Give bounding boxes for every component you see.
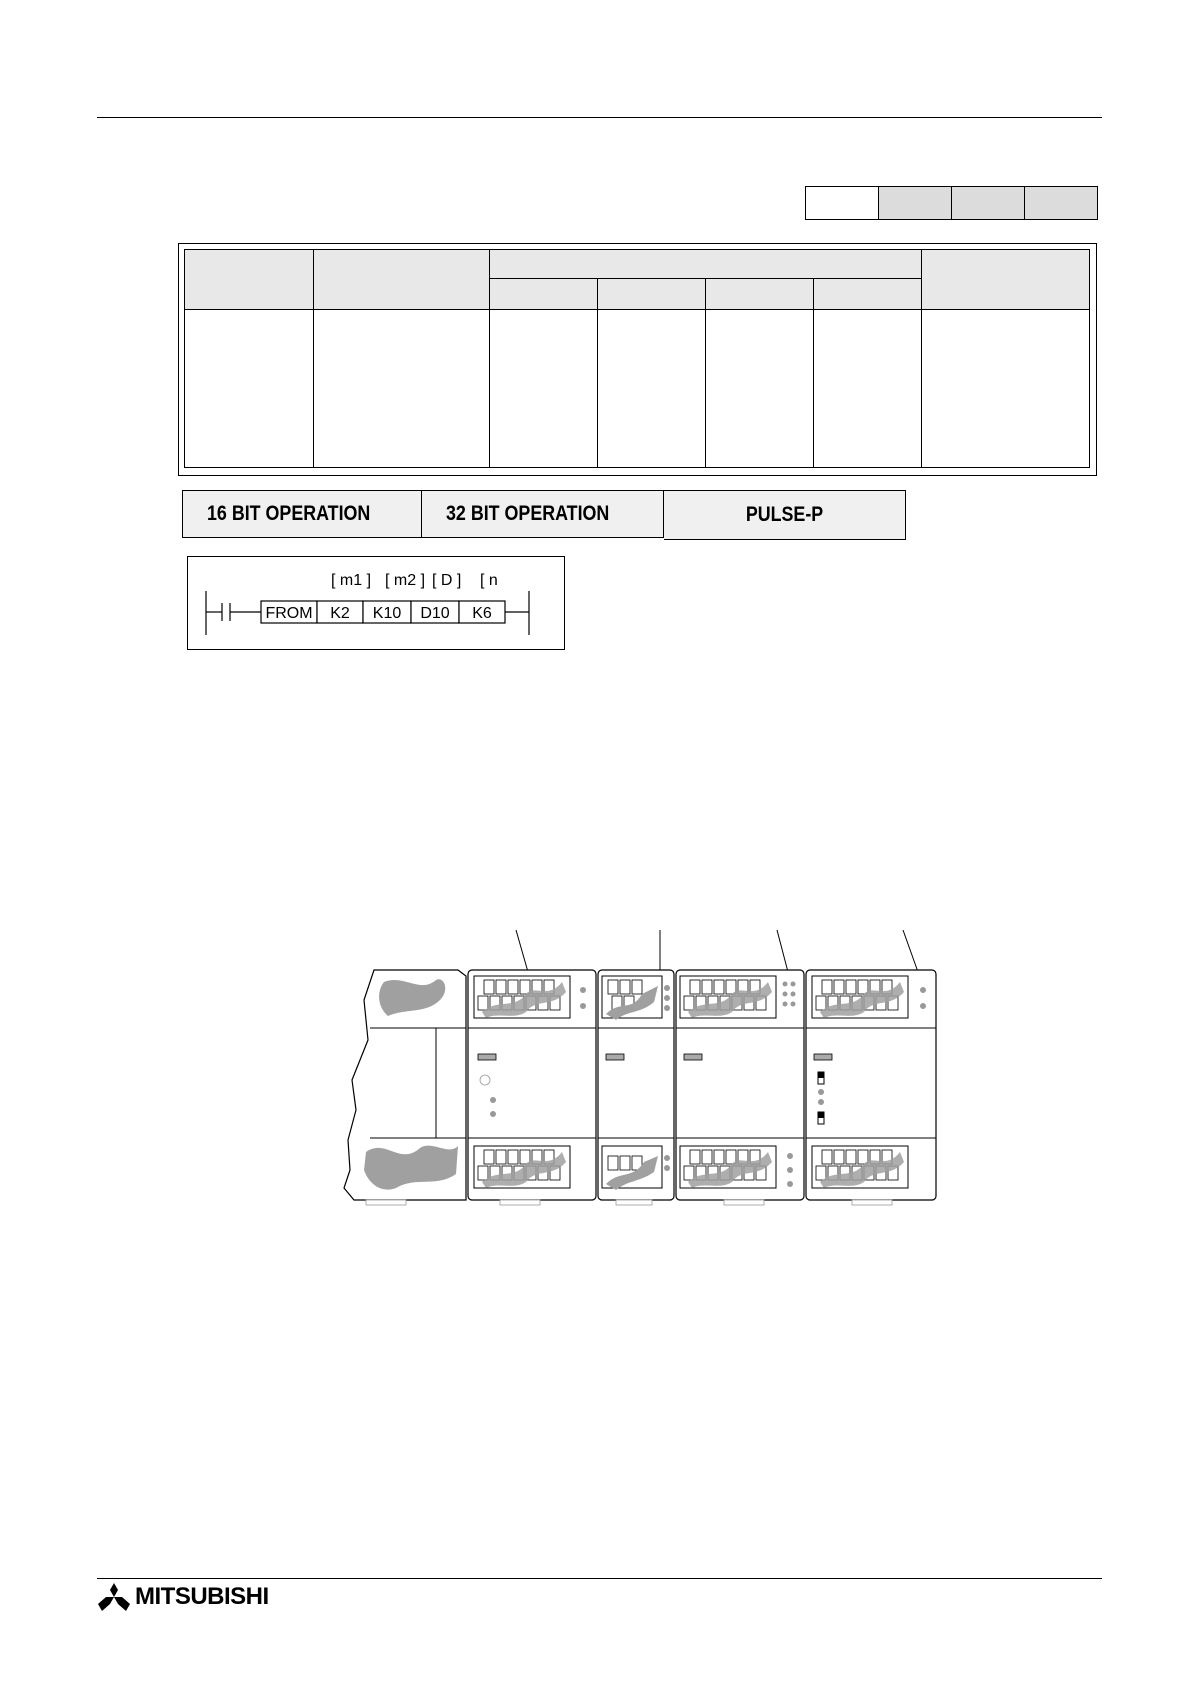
leader-line	[903, 930, 918, 972]
operand-label-m2: [ m2 ]	[385, 572, 426, 589]
bit32-operation	[422, 490, 664, 538]
pulse-operation	[664, 490, 906, 540]
bit16-label: 16 BIT OPERATION	[207, 502, 371, 525]
applicable-units-strip	[805, 186, 1098, 220]
table-subheader-cell	[706, 279, 814, 310]
table-cell	[314, 310, 490, 468]
operand-m2: K10	[372, 605, 402, 622]
footer-rule	[97, 1578, 1102, 1579]
operation-bar	[182, 490, 906, 540]
operand-d: D10	[420, 605, 450, 622]
unit-cell	[878, 187, 951, 219]
table-cell	[922, 310, 1090, 468]
table-cell	[814, 310, 922, 468]
extension-block-3	[676, 970, 804, 1205]
operand-label-m1: [ m1 ]	[331, 572, 372, 589]
extension-block-2	[598, 970, 674, 1205]
table-header-cell	[185, 250, 314, 310]
operand-m1: K2	[330, 605, 350, 622]
bit32-label: 32 BIT OPERATION	[446, 502, 610, 525]
three-diamonds-icon	[97, 1583, 131, 1611]
table-subheader-cell	[490, 279, 598, 310]
table-cell	[598, 310, 706, 468]
brand-name: MITSUBISHI	[135, 1583, 269, 1610]
bit16-operation	[182, 490, 422, 538]
table-header-cell	[314, 250, 490, 310]
instruction-name: FROM	[265, 605, 313, 622]
leader-line	[516, 930, 528, 972]
main-plc-unit	[344, 970, 466, 1205]
table-header-cell	[490, 250, 922, 279]
unit-cell	[951, 187, 1024, 219]
operand-table	[178, 243, 1097, 476]
unit-cell	[806, 187, 878, 219]
table-cell	[490, 310, 598, 468]
table-cell	[706, 310, 814, 468]
operand-label-n: [ n	[480, 572, 498, 589]
table-subheader-cell	[814, 279, 922, 310]
pulse-label: PULSE-P	[745, 503, 824, 526]
unit-cell	[1024, 187, 1097, 219]
plc-hardware-diagram	[340, 930, 960, 1210]
leader-line	[777, 930, 788, 972]
normally-open-contact-icon	[222, 603, 230, 621]
table-cell	[185, 310, 314, 468]
mitsubishi-logo	[97, 1583, 269, 1611]
extension-block-1	[468, 970, 596, 1205]
extension-block-4	[806, 970, 936, 1205]
operand-label-d: [ D ]	[432, 572, 462, 589]
header-rule	[97, 117, 1102, 118]
ladder-diagram	[187, 556, 565, 650]
table-subheader-cell	[598, 279, 706, 310]
operand-n: K6	[472, 605, 492, 622]
table-header-cell	[922, 250, 1090, 310]
